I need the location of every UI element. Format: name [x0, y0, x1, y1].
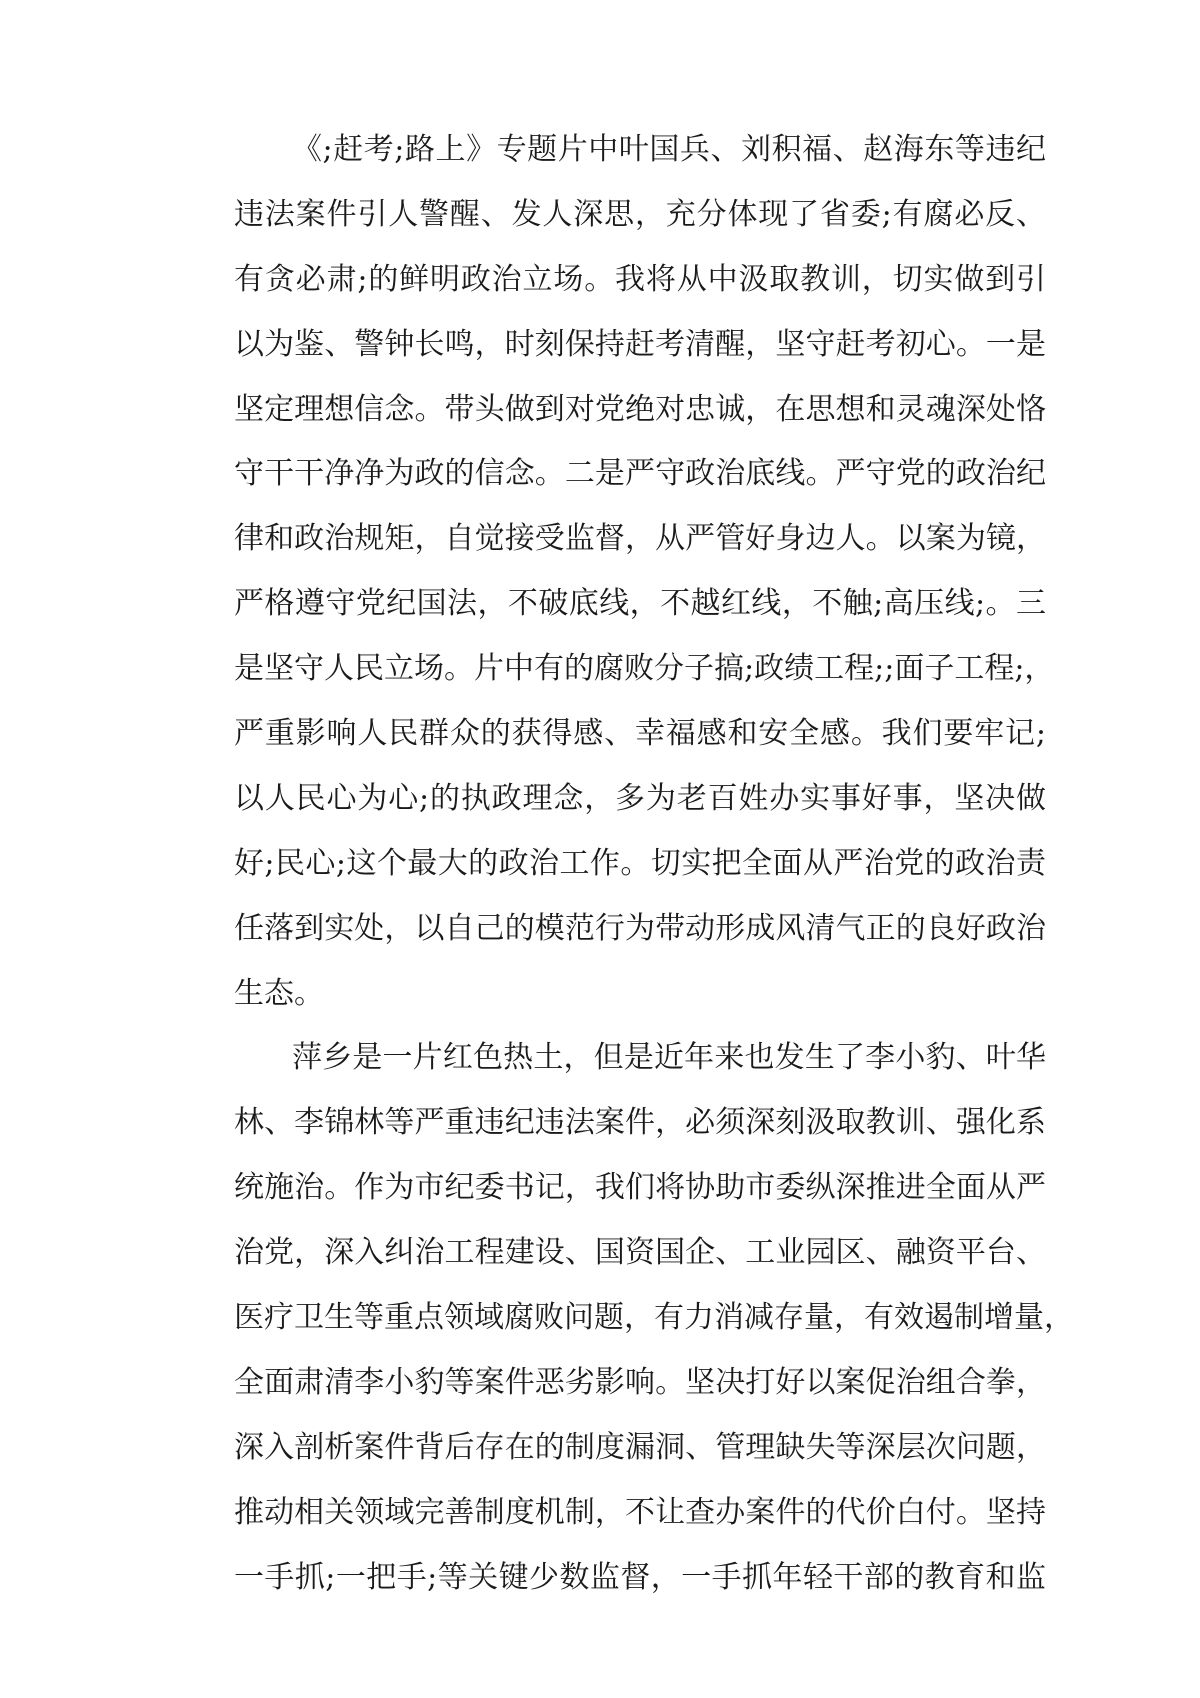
paragraph-line: 治党，深入纠治工程建设、国资国企、工业园区、融资平台、 — [234, 1235, 1046, 1271]
paragraph-line: 律和政治规矩，自觉接受监督，从严管好身边人。以案为镜， — [234, 521, 1046, 557]
paragraph-line: 以为鉴、警钟长鸣，时刻保持赶考清醒，坚守赶考初心。一是 — [234, 326, 1046, 362]
paragraph-line: 全面肃清李小豹等案件恶劣影响。坚决打好以案促治组合拳， — [234, 1364, 1046, 1400]
paragraph-line: 守干干净净为政的信念。二是严守政治底线。严守党的政治纪 — [234, 456, 1046, 492]
paragraph-line: 以人民心为心;的执政理念，多为老百姓办实事好事，坚决做 — [234, 780, 1046, 816]
paragraph-line: 违法案件引人警醒、发人深思，充分体现了省委;有腐必反、 — [234, 196, 1046, 232]
paragraph-line: 一手抓;一把手;等关键少数监督，一手抓年轻干部的教育和监 — [234, 1559, 1046, 1595]
paragraph-line: 严格遵守党纪国法，不破底线，不越红线，不触;高压线;。三 — [234, 586, 1046, 622]
paragraph-line: 《;赶考;路上》专题片中叶国兵、刘积福、赵海东等违纪 — [292, 132, 1046, 167]
paragraph-line: 深入剖析案件背后存在的制度漏洞、管理缺失等深层次问题， — [234, 1429, 1046, 1465]
paragraph-line: 任落到实处，以自己的模范行为带动形成风清气正的良好政治 — [234, 910, 1046, 946]
paragraph-line: 生态。 — [234, 975, 324, 1011]
paragraph-2 — [174, 1026, 1074, 1610]
paragraph-line: 医疗卫生等重点领域腐败问题，有力消减存量，有效遏制增量， — [234, 1300, 1074, 1336]
paragraph-line: 推动相关领域完善制度机制，不让查办案件的代价白付。坚持 — [234, 1494, 1046, 1530]
paragraph-line: 是坚守人民立场。片中有的腐败分子搞;政绩工程;;面子工程;， — [234, 651, 1055, 687]
paragraph-line: 萍乡是一片红色热土，但是近年来也发生了李小豹、叶华 — [292, 1040, 1046, 1076]
paragraph-1 — [174, 118, 1055, 1026]
paragraph-line: 好;民心;这个最大的政治工作。切实把全面从严治党的政治责 — [234, 845, 1046, 881]
paragraph-line: 有贪必肃;的鲜明政治立场。我将从中汲取教训，切实做到引 — [234, 261, 1046, 297]
paragraph-line: 林、李锦林等严重违纪违法案件，必须深刻汲取教训、强化系 — [234, 1105, 1046, 1141]
paragraph-line: 坚定理想信念。带头做到对党绝对忠诚，在思想和灵魂深处恪 — [234, 391, 1046, 427]
paragraph-line: 统施治。作为市纪委书记，我们将协助市委纵深推进全面从严 — [234, 1170, 1046, 1206]
paragraph-line: 严重影响人民群众的获得感、幸福感和安全感。我们要牢记; — [234, 716, 1046, 752]
document-body — [174, 118, 1074, 1610]
